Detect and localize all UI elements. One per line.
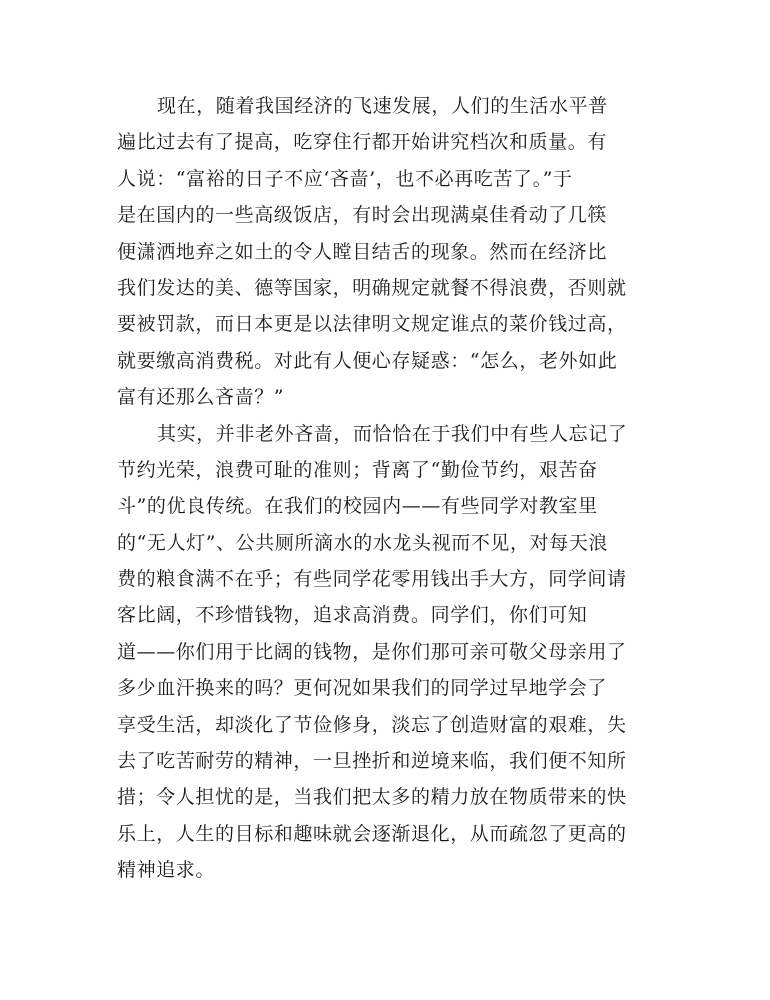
text-line: 富有还那么吝啬？” (117, 386, 285, 409)
text-line: 措；令人担忧的是，当我们把太多的精力放在物质带来的快 (117, 786, 627, 809)
text-line: 要被罚款，而日本更是以法律明文规定谁点的菜价钱过高， (117, 313, 627, 336)
text-line: 乐上，人生的目标和趣味就会逐渐退化，从而疏忽了更高的 (117, 822, 627, 845)
text-line: 客比阔，不珍惜钱物，追求高消费。同学们，你们可知 (117, 604, 588, 627)
text-line: 是在国内的一些高级饭店，有时会出现满桌佳肴动了几筷 (117, 204, 608, 227)
text-line: 就要缴高消费税。对此有人便心存疑惑：“怎么，老外如此 (117, 349, 618, 372)
document-body (117, 88, 657, 889)
text-line: 节约光荣，浪费可耻的准则；背离了“勤俭节约，艰苦奋 (117, 458, 598, 481)
paragraph-2 (117, 416, 657, 889)
text-line: 精神追求。 (117, 859, 216, 882)
text-line: 人说：“富裕的日子不应‘吝啬’，也不必再吃苦了。”于 (117, 167, 573, 190)
text-line: 遍比过去有了提高，吃穿住行都开始讲究档次和质量。有 (117, 131, 608, 154)
text-line: 道——你们用于比阔的钱物，是你们那可亲可敬父母亲用了 (117, 640, 627, 663)
text-line: 我们发达的美、德等国家，明确规定就餐不得浪费，否则就 (117, 276, 627, 299)
text-line: 的“无人灯”、公共厕所滴水的水龙头视而不见，对每天浪 (117, 531, 609, 554)
text-line: 享受生活，却淡化了节俭修身，淡忘了创造财富的艰难，失 (117, 713, 627, 736)
text-line: 去了吃苦耐劳的精神，一旦挫折和逆境来临，我们便不知所 (117, 750, 627, 773)
text-line: 斗”的优良传统。在我们的校园内——有些同学对教室里 (117, 495, 598, 518)
paragraph-1 (117, 88, 657, 416)
text-line: 便潇洒地弃之如土的令人瞠目结舌的现象。然而在经济比 (117, 240, 608, 263)
text-line: 其实，并非老外吝啬，而恰恰在于我们中有些人忘记了 (157, 422, 628, 445)
text-line: 多少血汗换来的吗？更何况如果我们的同学过早地学会了 (117, 677, 608, 700)
text-line: 费的粮食满不在乎；有些同学花零用钱出手大方，同学间请 (117, 568, 627, 591)
text-line: 现在，随着我国经济的飞速发展，人们的生活水平普 (157, 95, 608, 117)
